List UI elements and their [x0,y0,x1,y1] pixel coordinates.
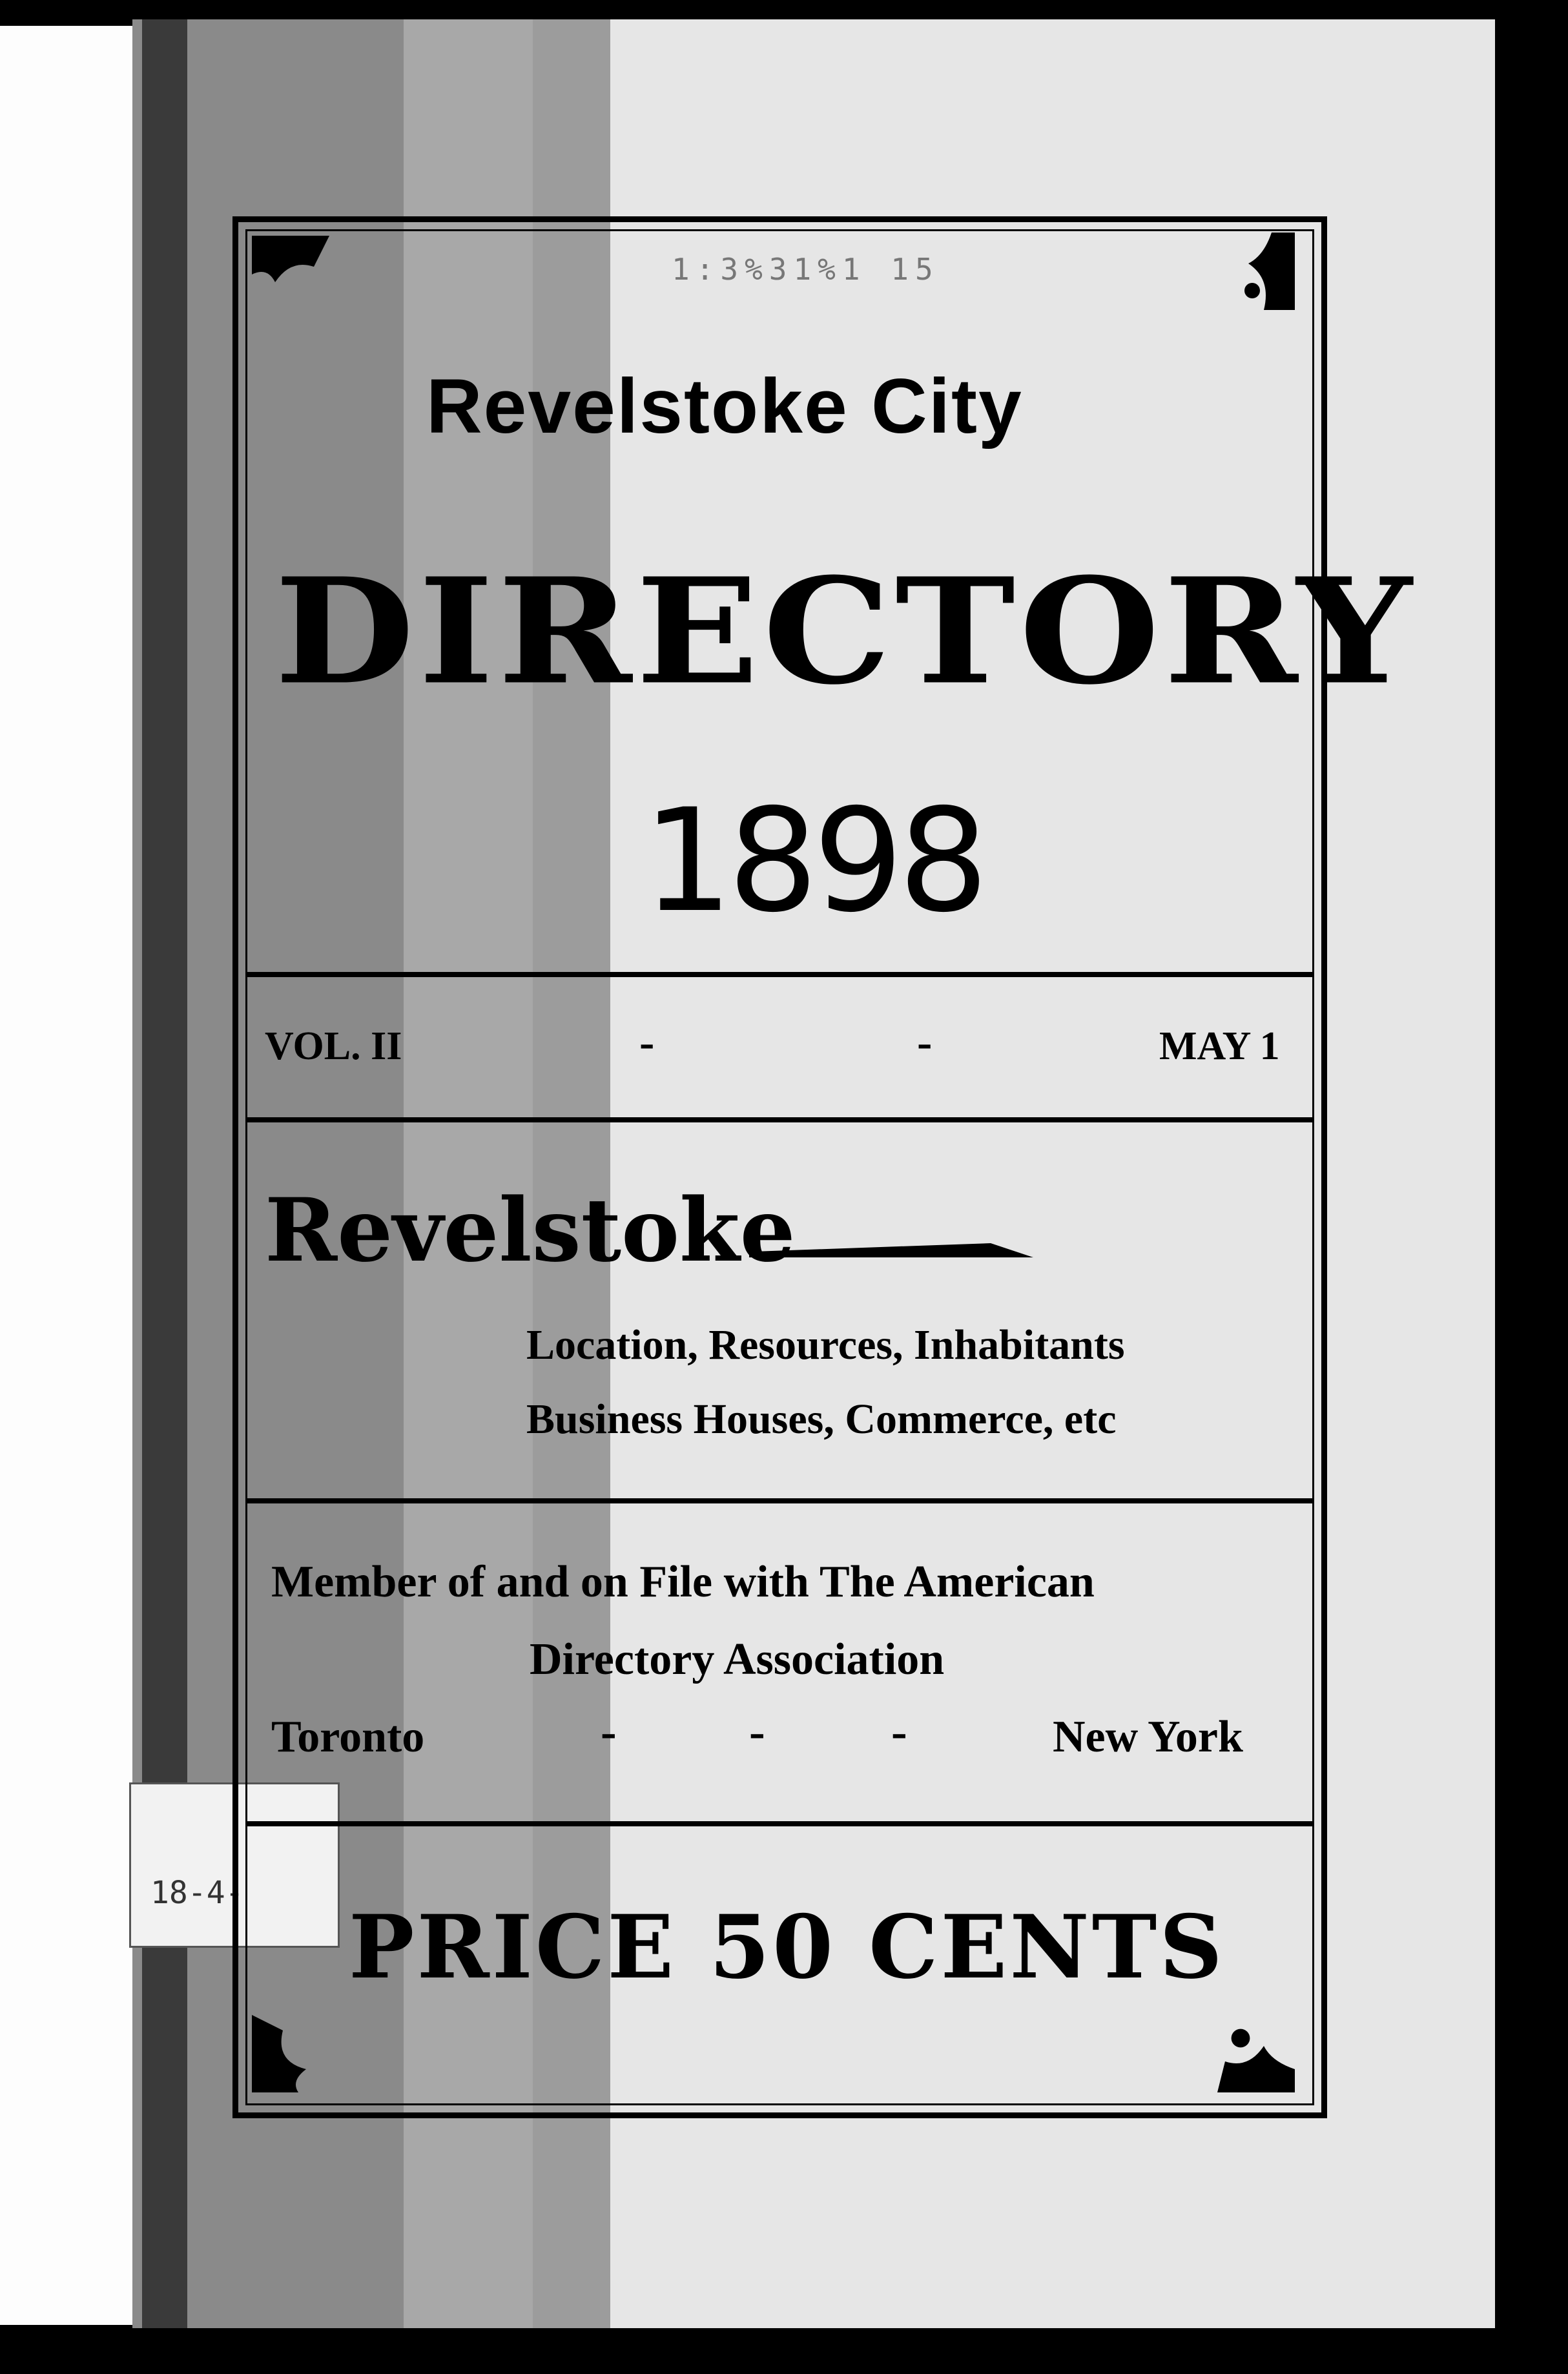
corner-ornament-icon [1217,232,1295,310]
subject-heading: Revelstoke [265,1179,796,1281]
member-line-1: Member of and on File with The American [271,1557,1095,1607]
corner-ornament-icon [252,2015,329,2092]
issue-date: MAY 1 [1159,1024,1280,1068]
title-city: Revelstoke City [426,363,1023,449]
subject-line-2: Business Houses, Commerce, etc [526,1396,1117,1443]
library-label-text: 18-4- [150,1875,244,1911]
spine-edge [142,19,187,2328]
divider [245,972,1314,977]
city-right: New York [1053,1712,1243,1762]
city-left: Toronto [271,1712,425,1762]
corner-ornament-icon [1217,2015,1295,2092]
member-line-2: Directory Association [530,1635,945,1684]
title-year: 1898 [643,778,984,944]
faded-stamp: 1:3%31%1 15 [672,252,940,287]
corner-ornament-icon [252,236,329,313]
separator-dash: - [917,1018,933,1068]
separator-dash: - [639,1018,655,1068]
divider [245,1821,1314,1826]
separator-dash: - [749,1706,765,1759]
subject-line-1: Location, Resources, Inhabitants [526,1321,1125,1368]
volume-label: VOL. II [265,1024,402,1068]
divider [245,1117,1314,1122]
separator-dash: - [601,1706,617,1759]
scan-margin [0,26,152,2325]
price-label: PRICE 50 CENTS [349,1895,1225,1998]
title-main: DIRECTORY [274,546,1416,717]
divider [245,1498,1314,1503]
separator-dash: - [891,1706,907,1759]
